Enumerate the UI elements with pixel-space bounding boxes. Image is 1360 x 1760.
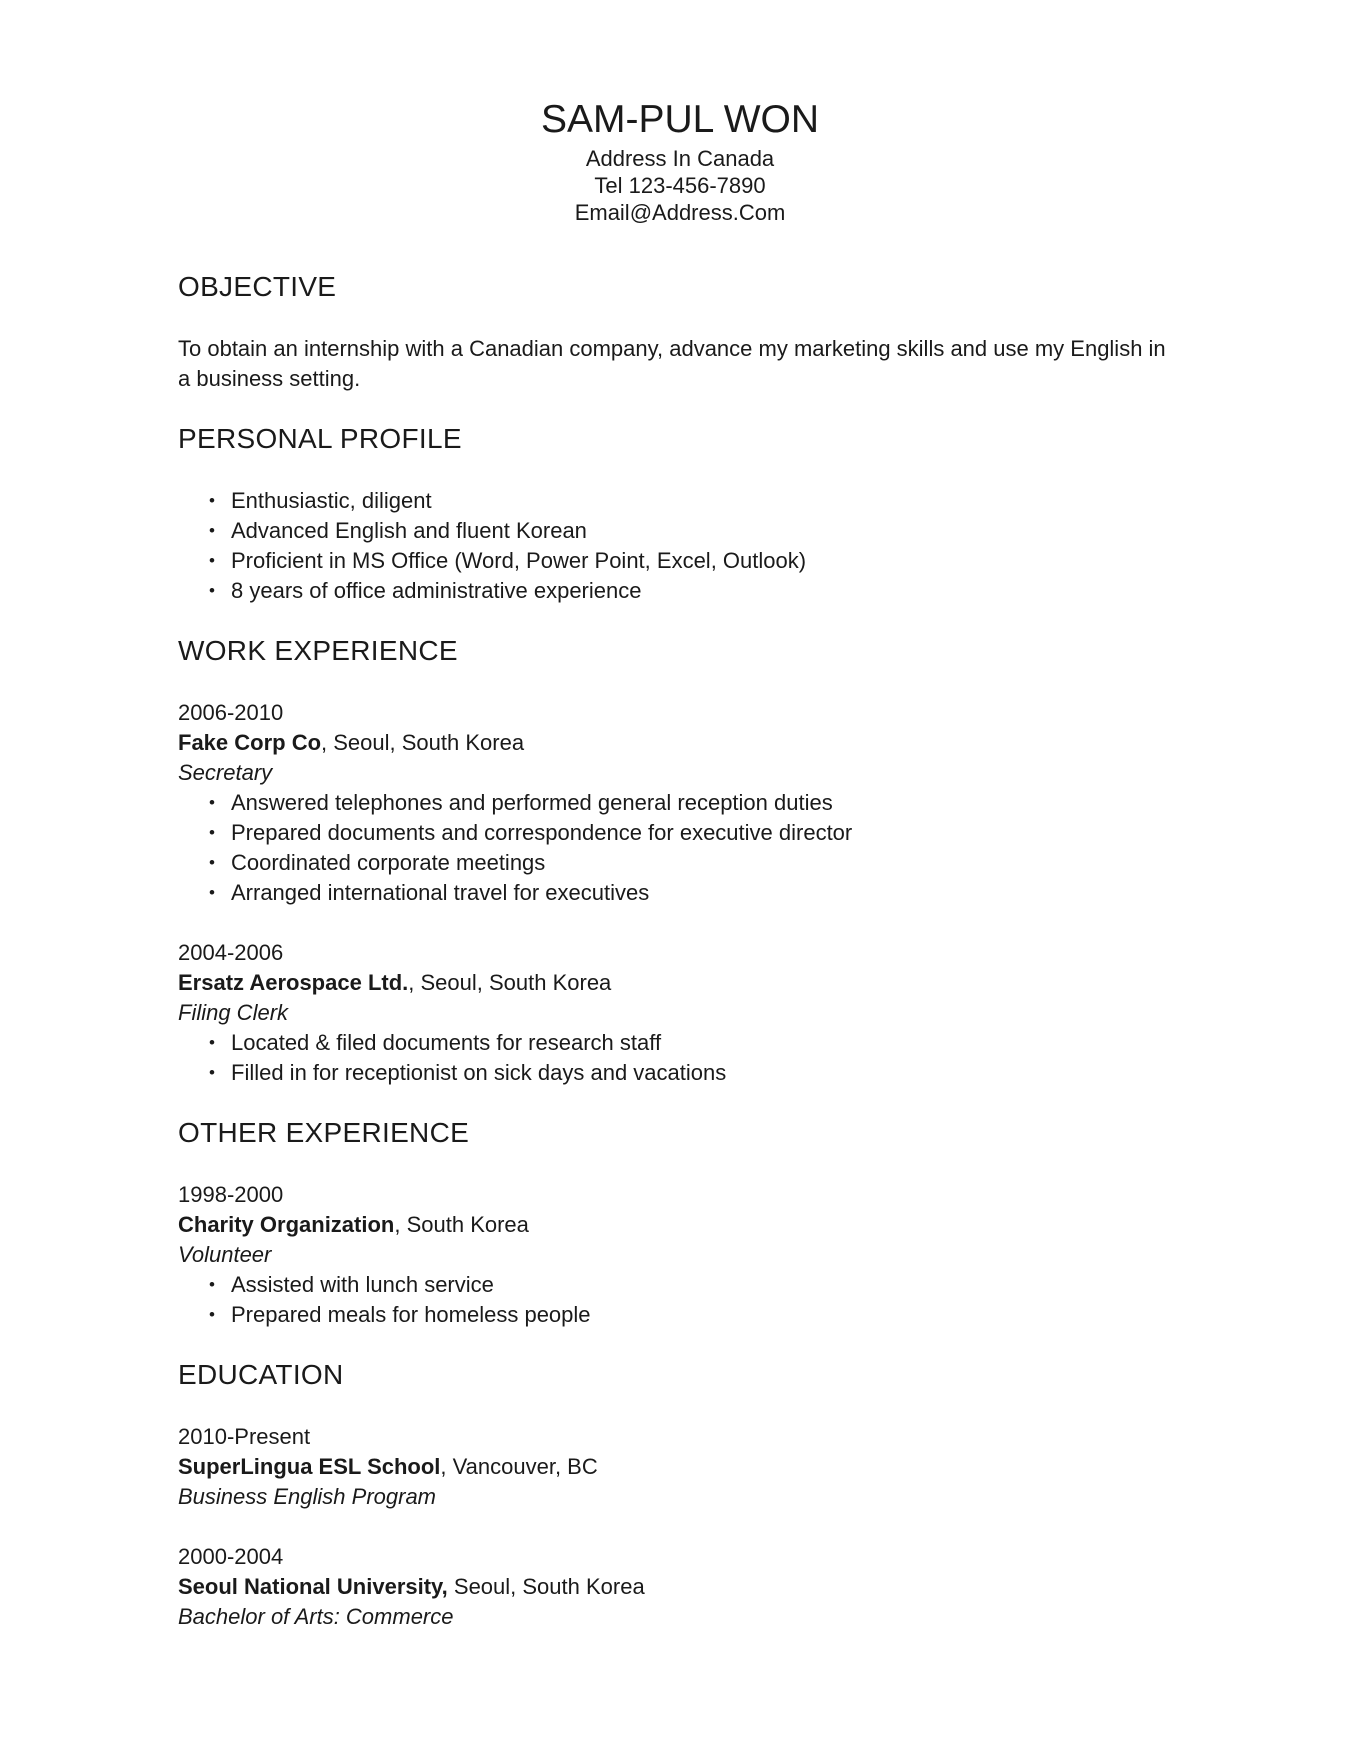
program-name: Bachelor of Arts: Commerce (178, 1604, 454, 1629)
list-item (178, 486, 1182, 516)
duty-text: Filled in for receptionist on sick days and vacations (231, 1060, 727, 1085)
job-location: , Seoul, South Korea (408, 970, 612, 995)
job-entry (178, 1180, 1182, 1330)
education-dates: 2010-Present (178, 1424, 311, 1449)
school-name: Seoul National University, (178, 1574, 448, 1599)
objective-text: To obtain an internship with a Canadian company, advance my marketing skills and use my English in a business setting. (178, 336, 1166, 391)
profile-item-text: 8 years of office administrative experience (231, 578, 642, 603)
duty-text: Prepared meals for homeless people (231, 1302, 591, 1327)
bullet-icon: • (209, 1033, 215, 1052)
duty-text: Answered telephones and performed general reception duties (231, 790, 833, 815)
bullet-icon: • (209, 1305, 215, 1324)
job-dates: 2006-2010 (178, 700, 284, 725)
list-item (178, 1270, 1182, 1300)
job-duties-list (178, 1028, 1182, 1088)
job-company-line (178, 968, 1182, 998)
job-title: Filing Clerk (178, 1000, 289, 1025)
candidate-name: SAM-PUL WON (540, 98, 820, 141)
section-objective (178, 270, 1182, 394)
list-item (178, 878, 1182, 908)
section-personal-profile (178, 422, 1182, 606)
bullet-icon: • (209, 883, 215, 902)
bullet-icon: • (209, 853, 215, 872)
bullet-icon: • (209, 1063, 215, 1082)
duty-text: Coordinated corporate meetings (231, 850, 546, 875)
section-work-experience (178, 634, 1182, 1088)
list-item (178, 1058, 1182, 1088)
job-title: Secretary (178, 760, 273, 785)
job-company: Ersatz Aerospace Ltd. (178, 970, 409, 995)
job-duties-list (178, 1270, 1182, 1330)
profile-item-text: Enthusiastic, diligent (231, 488, 432, 513)
job-company-line (178, 1210, 1182, 1240)
section-education (178, 1358, 1182, 1632)
duty-text: Assisted with lunch service (231, 1272, 494, 1297)
other-experience-heading: OTHER EXPERIENCE (178, 1117, 470, 1148)
job-location: , South Korea (394, 1212, 529, 1237)
work-experience-heading: WORK EXPERIENCE (178, 635, 458, 666)
list-item (178, 1028, 1182, 1058)
education-entry (178, 1422, 1182, 1512)
program-name: Business English Program (178, 1484, 437, 1509)
duty-text: Arranged international travel for executives (231, 880, 650, 905)
job-company: Fake Corp Co (178, 730, 322, 755)
list-item (178, 1300, 1182, 1330)
contact-address: Address In Canada (585, 146, 775, 171)
list-item (178, 818, 1182, 848)
profile-item-text: Advanced English and fluent Korean (231, 518, 587, 543)
job-entry (178, 938, 1182, 1088)
section-other-experience (178, 1116, 1182, 1330)
duty-text: Prepared documents and correspondence for executive director (231, 820, 853, 845)
school-name: SuperLingua ESL School (178, 1454, 441, 1479)
school-line (178, 1572, 1182, 1602)
contact-phone: Tel 123-456-7890 (594, 173, 766, 198)
bullet-icon: • (209, 793, 215, 812)
list-item (178, 516, 1182, 546)
objective-heading: OBJECTIVE (178, 271, 337, 302)
bullet-icon: • (209, 491, 215, 510)
job-company: Charity Organization (178, 1212, 395, 1237)
job-dates: 2004-2006 (178, 940, 284, 965)
bullet-icon: • (209, 551, 215, 570)
education-entry (178, 1542, 1182, 1632)
education-heading: EDUCATION (178, 1359, 344, 1390)
school-line (178, 1452, 1182, 1482)
school-location: Seoul, South Korea (447, 1574, 645, 1599)
resume-header (178, 98, 1182, 226)
bullet-icon: • (209, 1275, 215, 1294)
job-dates: 1998-2000 (178, 1182, 284, 1207)
bullet-icon: • (209, 581, 215, 600)
list-item (178, 576, 1182, 606)
job-entry (178, 698, 1182, 908)
personal-profile-list (178, 486, 1182, 606)
contact-email: Email@Address.Com (574, 200, 786, 225)
education-dates: 2000-2004 (178, 1544, 284, 1569)
job-location: , Seoul, South Korea (321, 730, 525, 755)
job-company-line (178, 728, 1182, 758)
list-item (178, 546, 1182, 576)
personal-profile-heading: PERSONAL PROFILE (178, 423, 462, 454)
duty-text: Located & filed documents for research staff (231, 1030, 662, 1055)
profile-item-text: Proficient in MS Office (Word, Power Point, Excel, Outlook) (231, 548, 807, 573)
job-duties-list (178, 788, 1182, 908)
bullet-icon: • (209, 823, 215, 842)
school-location: , Vancouver, BC (440, 1454, 598, 1479)
list-item (178, 788, 1182, 818)
bullet-icon: • (209, 521, 215, 540)
list-item (178, 848, 1182, 878)
job-title: Volunteer (178, 1242, 272, 1267)
